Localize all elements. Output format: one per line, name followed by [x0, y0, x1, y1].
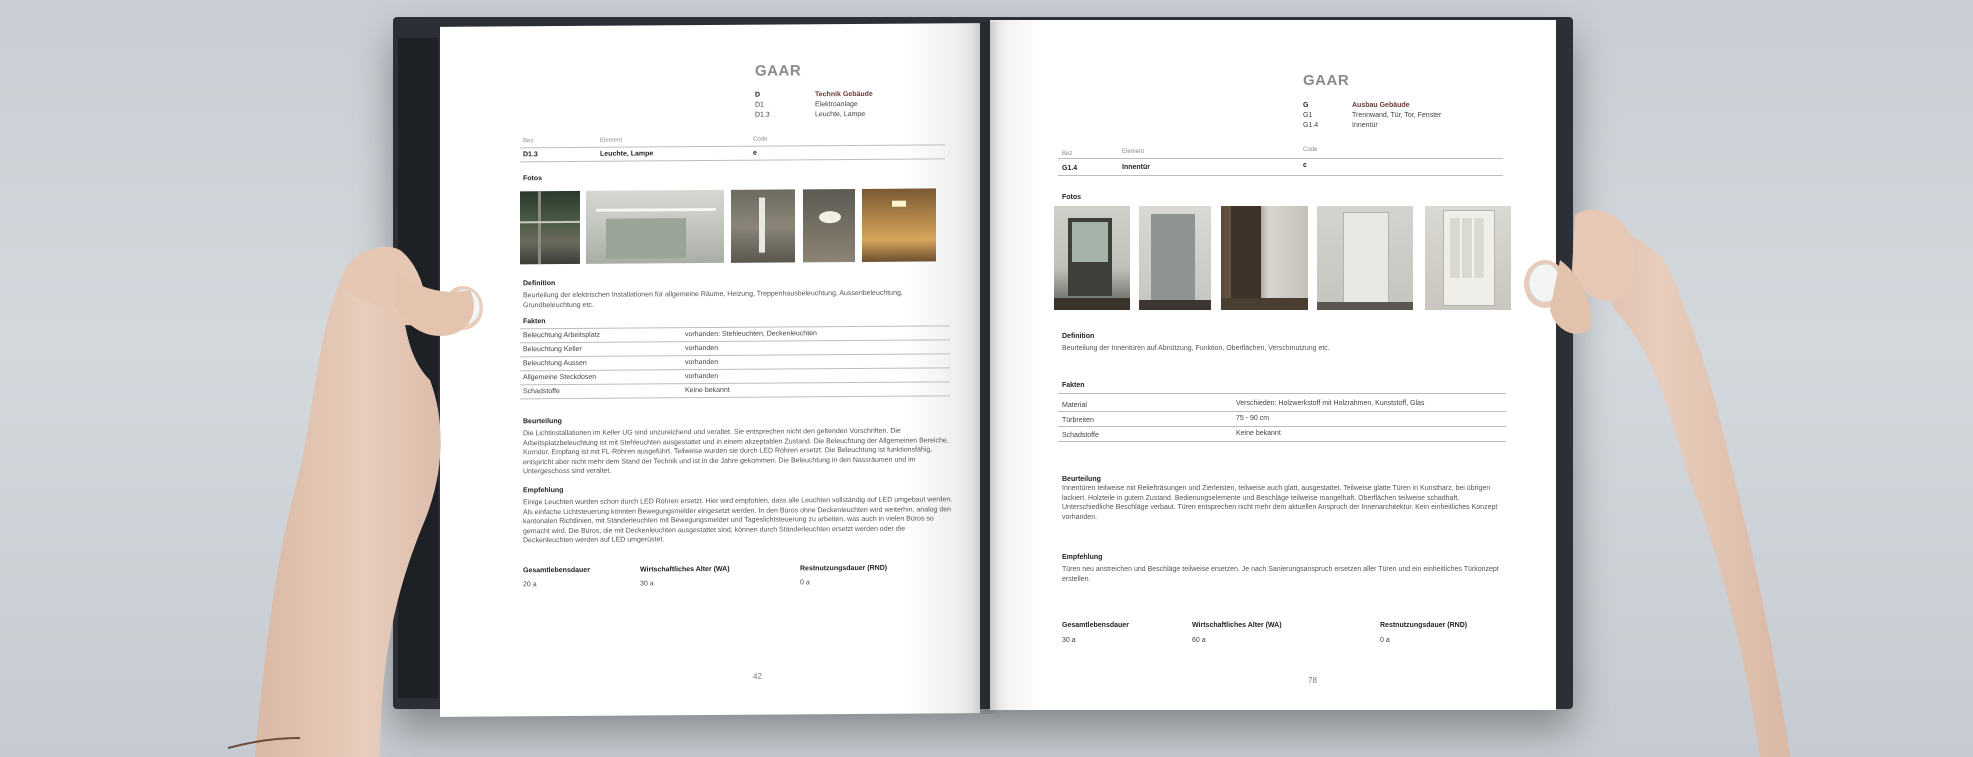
fakten-key: Schadstoffe [523, 388, 560, 396]
lifespan-value: 20 a [523, 581, 537, 589]
row-element: Innentür [1122, 164, 1150, 171]
code-main-label: Technik Gebäude [815, 90, 873, 99]
header-element: Element [600, 137, 623, 144]
fakten-value: Verschieden: Holzwerkstoff mit Holzrahmen, Kunststoff, Glas [1236, 400, 1425, 407]
row-element: Leuchte, Lampe [600, 150, 654, 158]
lifespan-label: Restnutzungsdauer (RND) [1380, 622, 1468, 629]
beurteilung-text: Die Lichtinstallationen im Keller UG sind unzureichend und veraltet. Sie entsprechen nicht den geltenden Vorschriften. Die Arbeitsplatzbeleuchtung ist mit Stehleuchten ausgestattet und in einem akzeptablen Zustand. Die Beleuchtung der Allgemeinen Bereiche, Korridor, Empfang ist mit FL-Röhren ausgeführt. Teilweise wurden sie durch LED Röhren ersetzt. Die Beleuchtung ist funktionsfähig, entspricht aber nicht mehr dem Stand der Technik und ist in die Jahre gekommen. Die Beleuchtung in den Nassräumen und im Untergeschoss sind veraltet. [523, 427, 949, 476]
definition-heading: Definition [523, 280, 556, 288]
fotos-label: Fotos [523, 175, 543, 183]
row-bez: D1.3 [523, 151, 538, 159]
definition-text: Beurteilung der Innentüren auf Abnützung, Funktion, Oberflächen, Verschmutzung etc. [1062, 345, 1330, 352]
fakten-value: Keine bekannt [1236, 430, 1281, 437]
code-main: G [1303, 102, 1309, 109]
code-sub: G1 [1303, 112, 1313, 119]
fakten-key: Beleuchtung Arbeitsplatz [523, 331, 601, 340]
page-title: GAAR [1303, 72, 1350, 89]
fakten-key: Beleuchtung Keller [523, 345, 582, 354]
code-sub-label: Elektroanlage [815, 100, 858, 109]
beurteilung-heading: Beurteilung [523, 418, 562, 426]
code-main-label: Ausbau Gebäude [1352, 102, 1410, 109]
row-code: e [753, 149, 757, 157]
lifespan-label: Restnutzungsdauer (RND) [800, 564, 888, 573]
lifespan-label: Wirtschaftliches Alter (WA) [640, 565, 730, 574]
header-bez: Bez [523, 138, 534, 145]
page-number: 42 [753, 671, 762, 681]
fakten-key: Beleuchtung Aussen [523, 359, 587, 368]
left-hand [228, 247, 483, 757]
fakten-value: vorhanden [685, 372, 719, 381]
code-sub-label: Trennwand, Tür, Tor, Fenster [1352, 112, 1442, 119]
header-bez: Bez [1062, 151, 1073, 157]
code-main: D [755, 91, 761, 99]
fakten-key: Allgemeine Steckdosen [523, 373, 597, 382]
empfehlung-text: Einige Leuchten wurden schon durch LED Röhren ersetzt. Hier wird empfohlen, dass alle Leuchten vollständig auf LED umgebaut werden. Als einfache Lichtsteuerung könnten Bewegungsmelder eingesetzt werden. In den Büros ohne Deckenleuchten wird weiterhin, analog den kantonalen Richtlinien, mit Ständerleuchten mit Bewegungsmelder und Tageslichtsteuerung zu arbeiten, was auch in vielen Büros so gemacht wird. Die Büros, die mit Deckenleuchten ausgestattet sind, können durch Ständerleuchten ersetzt werden oder die Deckenleuchten werden auf LED umgerüstet. [523, 496, 953, 545]
lifespan-value: 60 a [1192, 637, 1206, 644]
fakten-value: vorhanden: Stehleuchten, Deckenleuchten [685, 330, 817, 339]
fakten-key: Material [1062, 402, 1087, 409]
lifespan-value: 0 a [1380, 637, 1390, 644]
fakten-key: Schadstoffe [1062, 432, 1099, 439]
lifespan-label: Wirtschaftliches Alter (WA) [1192, 622, 1282, 629]
row-code: c [1303, 162, 1307, 169]
lifespan-label: Gesamtlebensdauer [1062, 622, 1129, 629]
beurteilung-heading: Beurteilung [1062, 476, 1101, 483]
code-detail: G1.4 [1303, 122, 1319, 129]
fakten-heading: Fakten [1062, 382, 1085, 389]
header-code: Code [1303, 147, 1318, 153]
header-code: Code [753, 136, 768, 143]
header-element: Element [1122, 149, 1145, 155]
definition-text: Beurteilung der elektrischen Installationen für allgemeine Räume, Heizung, Treppenhausbeleuchtung, Aussenbeleuchtung, Grundbeleuchtung etc. [523, 289, 903, 309]
empfehlung-heading: Empfehlung [1062, 554, 1103, 561]
row-bez: G1.4 [1062, 165, 1078, 172]
fakten-value: vorhanden [685, 344, 719, 353]
beurteilung-text: Innentüren teilweise mit Reliefträsungen und Zierleisten, teilweise auch glatt, ausgestattet. Teilweise glatte Türen in Kunstharz, bei übrigen lackiert. Holzteile in gutem Zustand. Bedienungselemente und Beschläge teilweise mangelhaft. Oberflächen teilweise schadhaft. Unterschiedliche Beschläge verbaut. Türen entsprechen nicht mehr dem aktuellen Anspruch der Innenarchitektur. Kein einheitliches Konzept vorhanden. [1062, 485, 1498, 521]
fakten-value: 75 - 90 cm [1236, 415, 1270, 422]
code-sub: D1 [755, 101, 764, 109]
fotos-label: Fotos [1062, 194, 1082, 201]
lifespan-value: 30 a [640, 580, 654, 588]
code-detail: D1.3 [755, 111, 770, 119]
code-detail-label: Innentür [1352, 122, 1378, 129]
lifespan-value: 0 a [800, 579, 810, 587]
lifespan-value: 30 a [1062, 637, 1076, 644]
empfehlung-text: Türen neu anstreichen und Beschläge teilweise ersetzen. Je nach Sanierungsanspruch ersetzen aller Türen und ein einheitliches Türkonzept erstellen. [1062, 566, 1499, 583]
fakten-value: Keine bekannt [685, 386, 730, 395]
page-number: 78 [1308, 676, 1317, 685]
empfehlung-heading: Empfehlung [523, 487, 564, 495]
fakten-value: vorhanden [685, 358, 719, 367]
fakten-key: Türbreiten [1062, 417, 1094, 424]
page-title: GAAR [755, 62, 802, 80]
right-hand [1524, 210, 1790, 757]
code-detail-label: Leuchte, Lampe [815, 110, 866, 119]
fakten-heading: Fakten [523, 318, 546, 326]
lifespan-label: Gesamtlebensdauer [523, 566, 590, 575]
definition-heading: Definition [1062, 333, 1095, 340]
